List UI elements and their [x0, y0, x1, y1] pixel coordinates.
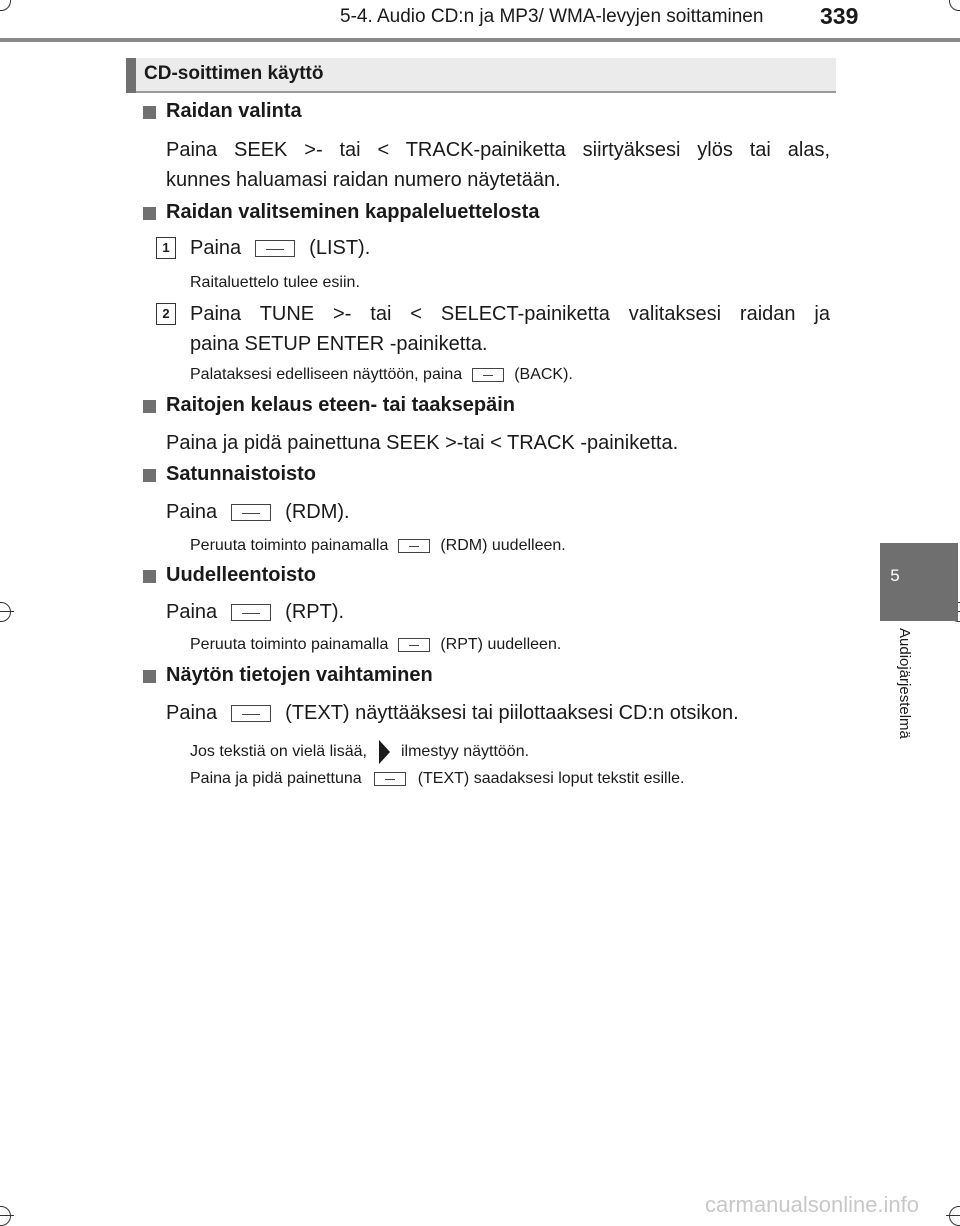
section-title: CD-soittimen käyttö — [144, 63, 324, 84]
registration-mark-mid-left — [0, 602, 11, 622]
rpt-button-icon — [398, 638, 430, 652]
registration-mark-bottom-right — [949, 1206, 960, 1226]
step-2-note — [190, 366, 573, 384]
step-number-1: 1 — [156, 237, 176, 259]
repeat-note — [190, 636, 561, 654]
chapter-label: Audiojärjestelmä — [896, 628, 913, 739]
section-title-accent — [126, 58, 136, 93]
repeat-instruction — [166, 596, 344, 628]
square-bullet-icon — [143, 207, 156, 220]
crop-line — [0, 611, 14, 612]
note-text: (BACK). — [514, 366, 573, 383]
note-text: (TEXT) saadaksesi loput tekstit esille. — [417, 770, 685, 787]
square-bullet-icon — [143, 469, 156, 482]
body-text: (RDM). — [285, 501, 350, 523]
heading-random: Satunnaistoisto — [166, 463, 317, 485]
step-1-note: Raitaluettelo tulee esiin. — [190, 274, 360, 291]
step-1-text — [190, 232, 370, 264]
registration-mark-bottom-left — [0, 1206, 11, 1226]
note-text: Palataksesi edelliseen näyttöön, paina — [190, 366, 463, 383]
crop-line — [0, 1215, 14, 1216]
text-button-icon — [374, 772, 406, 786]
body-text: Paina — [166, 501, 218, 523]
square-bullet-icon — [143, 570, 156, 583]
text-instruction — [166, 697, 739, 729]
note-text: Paina ja pidä painettuna — [190, 770, 362, 787]
registration-mark-top-left — [0, 0, 11, 11]
text-button-icon — [231, 705, 271, 722]
note-text: (RDM) uudelleen. — [440, 537, 566, 554]
step-2-text: Paina TUNE >- tai < SELECT-painiketta valitaksesi raidan ja — [190, 303, 830, 325]
rdm-button-icon — [231, 504, 271, 521]
crop-line — [946, 1215, 960, 1216]
step-2-text: paina SETUP ENTER -painiketta. — [190, 333, 488, 355]
heading-fast-forward: Raitojen kelaus eteen- tai taaksepäin — [166, 394, 516, 416]
square-bullet-icon — [143, 670, 156, 683]
back-button-icon — [472, 368, 504, 382]
heading-track-select: Raidan valinta — [166, 100, 302, 122]
note-text: Peruuta toiminto painamalla — [190, 537, 389, 554]
body-text: (TEXT) näyttääksesi tai piilottaaksesi CD:n otsikon. — [285, 702, 739, 724]
note-text: Jos tekstiä on vielä lisää, — [190, 743, 367, 761]
random-instruction — [166, 496, 350, 528]
chapter-number: 5 — [890, 566, 900, 585]
list-button-icon — [255, 240, 295, 257]
paragraph-line: Paina SEEK >- tai < TRACK-painiketta siirtyäksesi ylös tai alas, — [166, 139, 830, 161]
running-header-title: 5-4. Audio CD:n ja MP3/ WMA-levyjen soittaminen — [340, 6, 764, 27]
body-text: Paina — [166, 601, 218, 623]
note-text: (RPT) uudelleen. — [440, 636, 562, 653]
watermark: carmanualsonline.info — [705, 1192, 920, 1217]
body-text: Paina — [166, 702, 218, 724]
note-text: Peruuta toiminto painamalla — [190, 636, 389, 653]
random-note — [190, 537, 566, 555]
paragraph-line: Paina ja pidä painettuna SEEK >-tai < TRACK -painiketta. — [166, 432, 679, 454]
rpt-button-icon — [231, 604, 271, 621]
right-arrow-icon — [377, 740, 391, 764]
text-note-2 — [190, 770, 684, 788]
registration-mark-top-right — [949, 0, 960, 11]
heading-track-list: Raidan valitseminen kappaleluettelosta — [166, 201, 540, 223]
step-number-2: 2 — [156, 303, 176, 325]
square-bullet-icon — [143, 106, 156, 119]
header-rule — [0, 38, 960, 42]
heading-display-info: Näytön tietojen vaihtaminen — [166, 664, 433, 686]
square-bullet-icon — [143, 400, 156, 413]
step-text: (LIST). — [309, 237, 371, 259]
text-note-1 — [190, 740, 529, 764]
heading-repeat: Uudelleentoisto — [166, 564, 317, 586]
note-text: ilmestyy näyttöön. — [400, 743, 530, 761]
body-text: (RPT). — [285, 601, 345, 623]
step-text: Paina — [190, 237, 242, 259]
rdm-button-icon — [398, 539, 430, 553]
paragraph-line: kunnes haluamasi raidan numero näytetään. — [166, 169, 561, 191]
page-number: 339 — [820, 3, 859, 29]
